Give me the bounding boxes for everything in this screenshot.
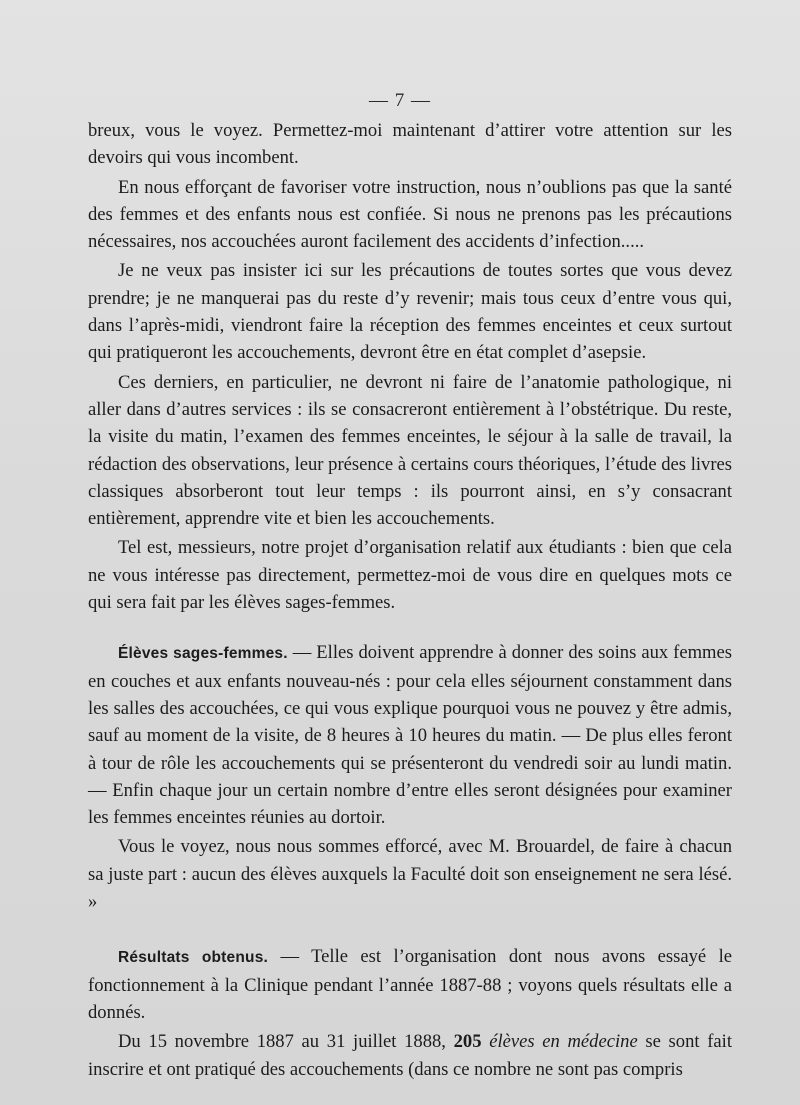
section-heading-eleves: Élèves sages-femmes. xyxy=(118,645,288,663)
student-count: 205 xyxy=(453,1031,482,1053)
section-text-eleves: — Elles doivent apprendre à donner des soins aux femmes en couches et aux enfants nouveau-nés : pour cela elles séjournent constamment dans les salles des accouchées, ce qui vous explique pourquoi vous ne pouvez y être admis, sauf au moment de la visite, de 8 heures à 10 heures du matin. — De plus elles feront à tour de rôle les accouchements qui se présenteront du vendredi soir au lundi matin. — Enfin chaque jour un certain nombre d’entre elles seront désignées pour examiner les femmes enceintes réunies au dortoir. xyxy=(88,642,732,829)
section-eleves-sages-femmes xyxy=(88,639,732,831)
section-resultats-obtenus xyxy=(88,943,732,1026)
section-heading-resultats: Résultats obtenus. xyxy=(118,949,269,967)
paragraph-derniers: Ces derniers, en particulier, ne devront ni faire de l’anatomie pathologique, ni aller dans d’autres services : ils se consacreront entièrement à l’obstétrique. Du reste, la visite du matin, l’examen des femmes enceintes, le séjour à la salle de travail, la rédaction des observations, leur présence à certains cours théoriques, l’étude des livres classiques absorberont tout leur temps : ils pourront ainsi, en s’y consacrant entièrement, apprendre vite et bien les accouchements. xyxy=(88,371,732,530)
paragraph-closing-quote: Vous le voyez, nous nous sommes efforcé, avec M. Brouardel, de faire à chacun sa juste part : aucun des élèves auxquels la Faculté doit son enseignement ne sera lésé. » xyxy=(88,836,732,913)
student-category: élèves en médecine xyxy=(481,1031,638,1053)
paragraph-instruction: En nous efforçant de favoriser votre instruction, nous n’oublions pas que la santé des femmes et des enfants nous est confiée. Si nous ne prenons pas les précautions nécessaires, nos accouchées auront facilement des accidents d’infection..... xyxy=(88,176,732,253)
paragraph-statistics xyxy=(88,1028,732,1083)
section-spacer xyxy=(88,917,732,943)
paragraph-projet: Tel est, messieurs, notre projet d’organisation relatif aux étudiants : bien que cela ne vous intéresse pas directement, permettez-moi de vous dire en quelques mots ce qui sera fait par les élèves sages-femmes. xyxy=(88,537,732,614)
statistics-text-start: Du 15 novembre 1887 au 31 juillet 1888, xyxy=(118,1031,454,1053)
page-number: — 7 — xyxy=(369,90,431,111)
statistics-text-end: se sont fait inscrire et ont pratiqué des accouchements (dans ce nombre ne sont pas compris xyxy=(88,1031,732,1080)
paragraph-continued: breux, vous le voyez. Permettez-moi maintenant d’attirer votre attention sur les devoirs qui vous incombent. xyxy=(88,120,732,169)
section-text-resultats: — Telle est l’organisation dont nous avons essayé le fonctionnement à la Clinique pendant l’année 1887-88 ; voyons quels résultats elle a donnés. xyxy=(88,946,732,1023)
body-text xyxy=(88,117,732,1085)
section-spacer xyxy=(88,618,732,639)
paragraph-precautions: Je ne veux pas insister ici sur les précautions de toutes sortes que vous devez prendre; je ne manquerai pas du reste d’y revenir; mais tous ceux d’entre vous qui, dans l’après-midi, viendront faire la réception des femmes enceintes et ceux surtout qui pratiqueront les accouchements, devront être en état complet d’asepsie. xyxy=(88,260,732,364)
